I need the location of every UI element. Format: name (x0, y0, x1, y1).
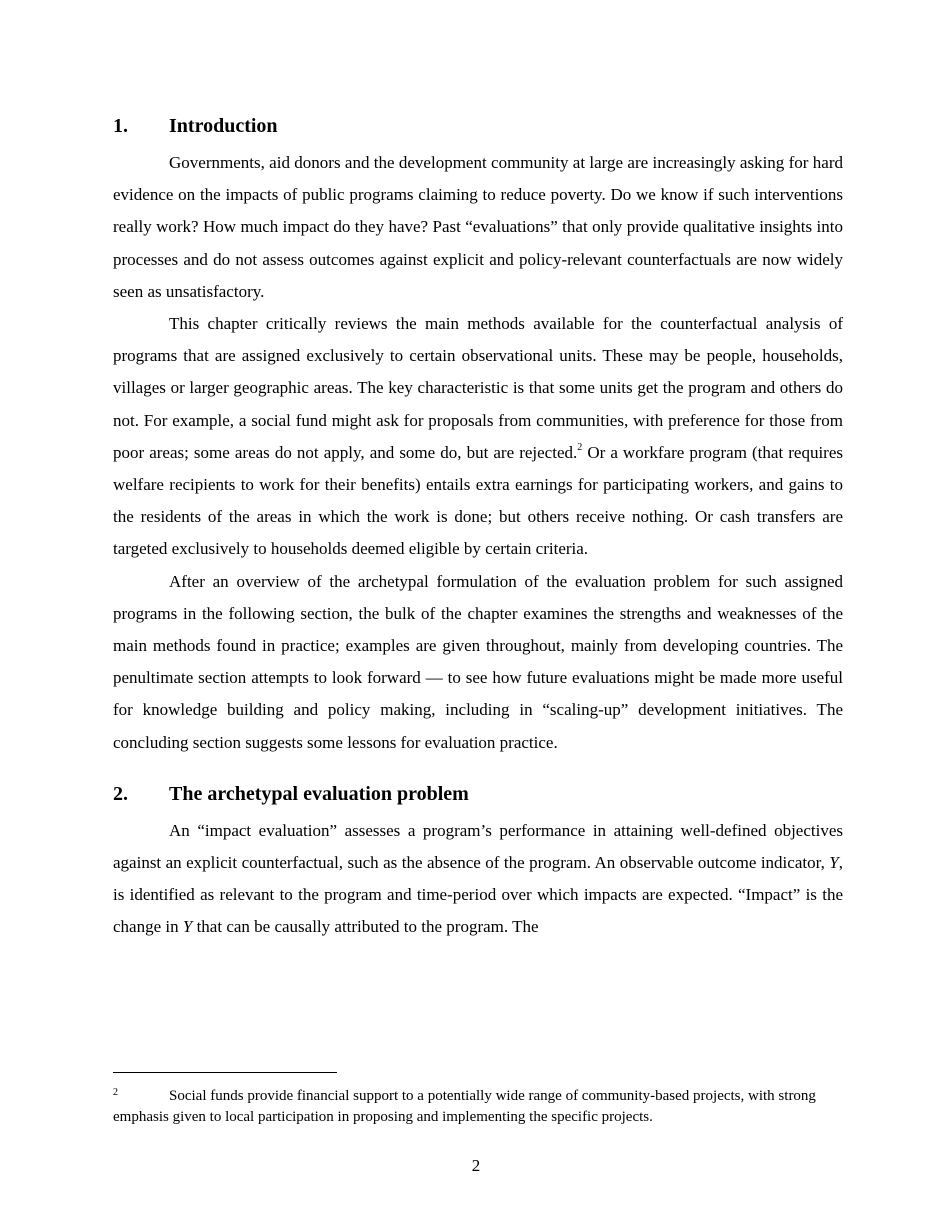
variable-y: Y (182, 917, 193, 937)
footnote-ref[interactable]: 2 (577, 441, 583, 453)
section-title: Introduction (169, 115, 278, 137)
paragraph-text: , is identified as relevant to the program and time-period over which impacts are expected. “Impact” is the change in (113, 853, 843, 937)
variable-y: Y (829, 853, 839, 873)
footnote-rule (113, 1072, 337, 1073)
paragraph-text: that can be causally attributed to the program. The (192, 917, 539, 937)
section-number: 2. (113, 782, 128, 805)
page-body (113, 114, 843, 944)
paragraph: After an overview of the archetypal formulation of the evaluation problem for such assigned programs in the following section, the bulk of the chapter examines the strengths and weaknesses of the main methods found in practice; examples are given throughout, mainly from developing countries. The penultimate section attempts to look forward — to see how future evaluations might be made more useful for knowledge building and policy making, including in “scaling-up” development initiatives. The concluding section suggests some lessons for evaluation practice. (113, 571, 843, 752)
page-number: 2 (471, 1156, 481, 1175)
paragraph (113, 815, 843, 944)
paragraph-text: Or a workfare program (that requires welfare recipients to work for their benefits) entails extra earnings for participating workers, and gains to the residents of the areas in which the work is done; but others receive nothing. Or cash transfers are targeted exclusively to households deemed eligible by certain criteria. (113, 442, 843, 559)
section-number: 1. (113, 115, 128, 137)
section-introduction (113, 114, 843, 759)
section-archetypal-evaluation (113, 782, 843, 944)
paragraph-text: An “impact evaluation” assesses a program’s performance in attaining well-defined objectives against an explicit counterfactual, such as the absence of the program. An observable outcome indicator, (113, 820, 843, 873)
section-heading (113, 782, 843, 806)
paragraph-text: This chapter critically reviews the main methods available for the counterfactual analysis of programs that are assigned exclusively to certain observational units. These may be people, households, villages or larger geographic areas. The key characteristic is that some units get the program and others do not. For example, a social fund might ask for proposals from communities, with preference for those from poor areas; some areas do not apply, and some do, but are rejected. (113, 314, 843, 462)
footnote-text: Social funds provide financial support to a potentially wide range of community-based projects, with strong emphasis given to local participation in proposing and implementing the specific projects. (113, 1088, 816, 1125)
section-title: The archetypal evaluation problem (169, 782, 469, 805)
footnote (113, 1082, 843, 1128)
paragraph: Governments, aid donors and the development community at large are increasingly asking for hard evidence on the impacts of public programs claiming to reduce poverty. Do we know if such interventions really work? How much impact do they have? Past “evaluations” that only provide qualitative insights into processes and do not assess outcomes against explicit and policy-relevant counterfactuals are now widely seen as unsatisfactory. (113, 153, 843, 301)
paragraph (113, 308, 843, 566)
section-heading (113, 114, 843, 138)
footnote-mark: 2 (113, 1087, 118, 1098)
